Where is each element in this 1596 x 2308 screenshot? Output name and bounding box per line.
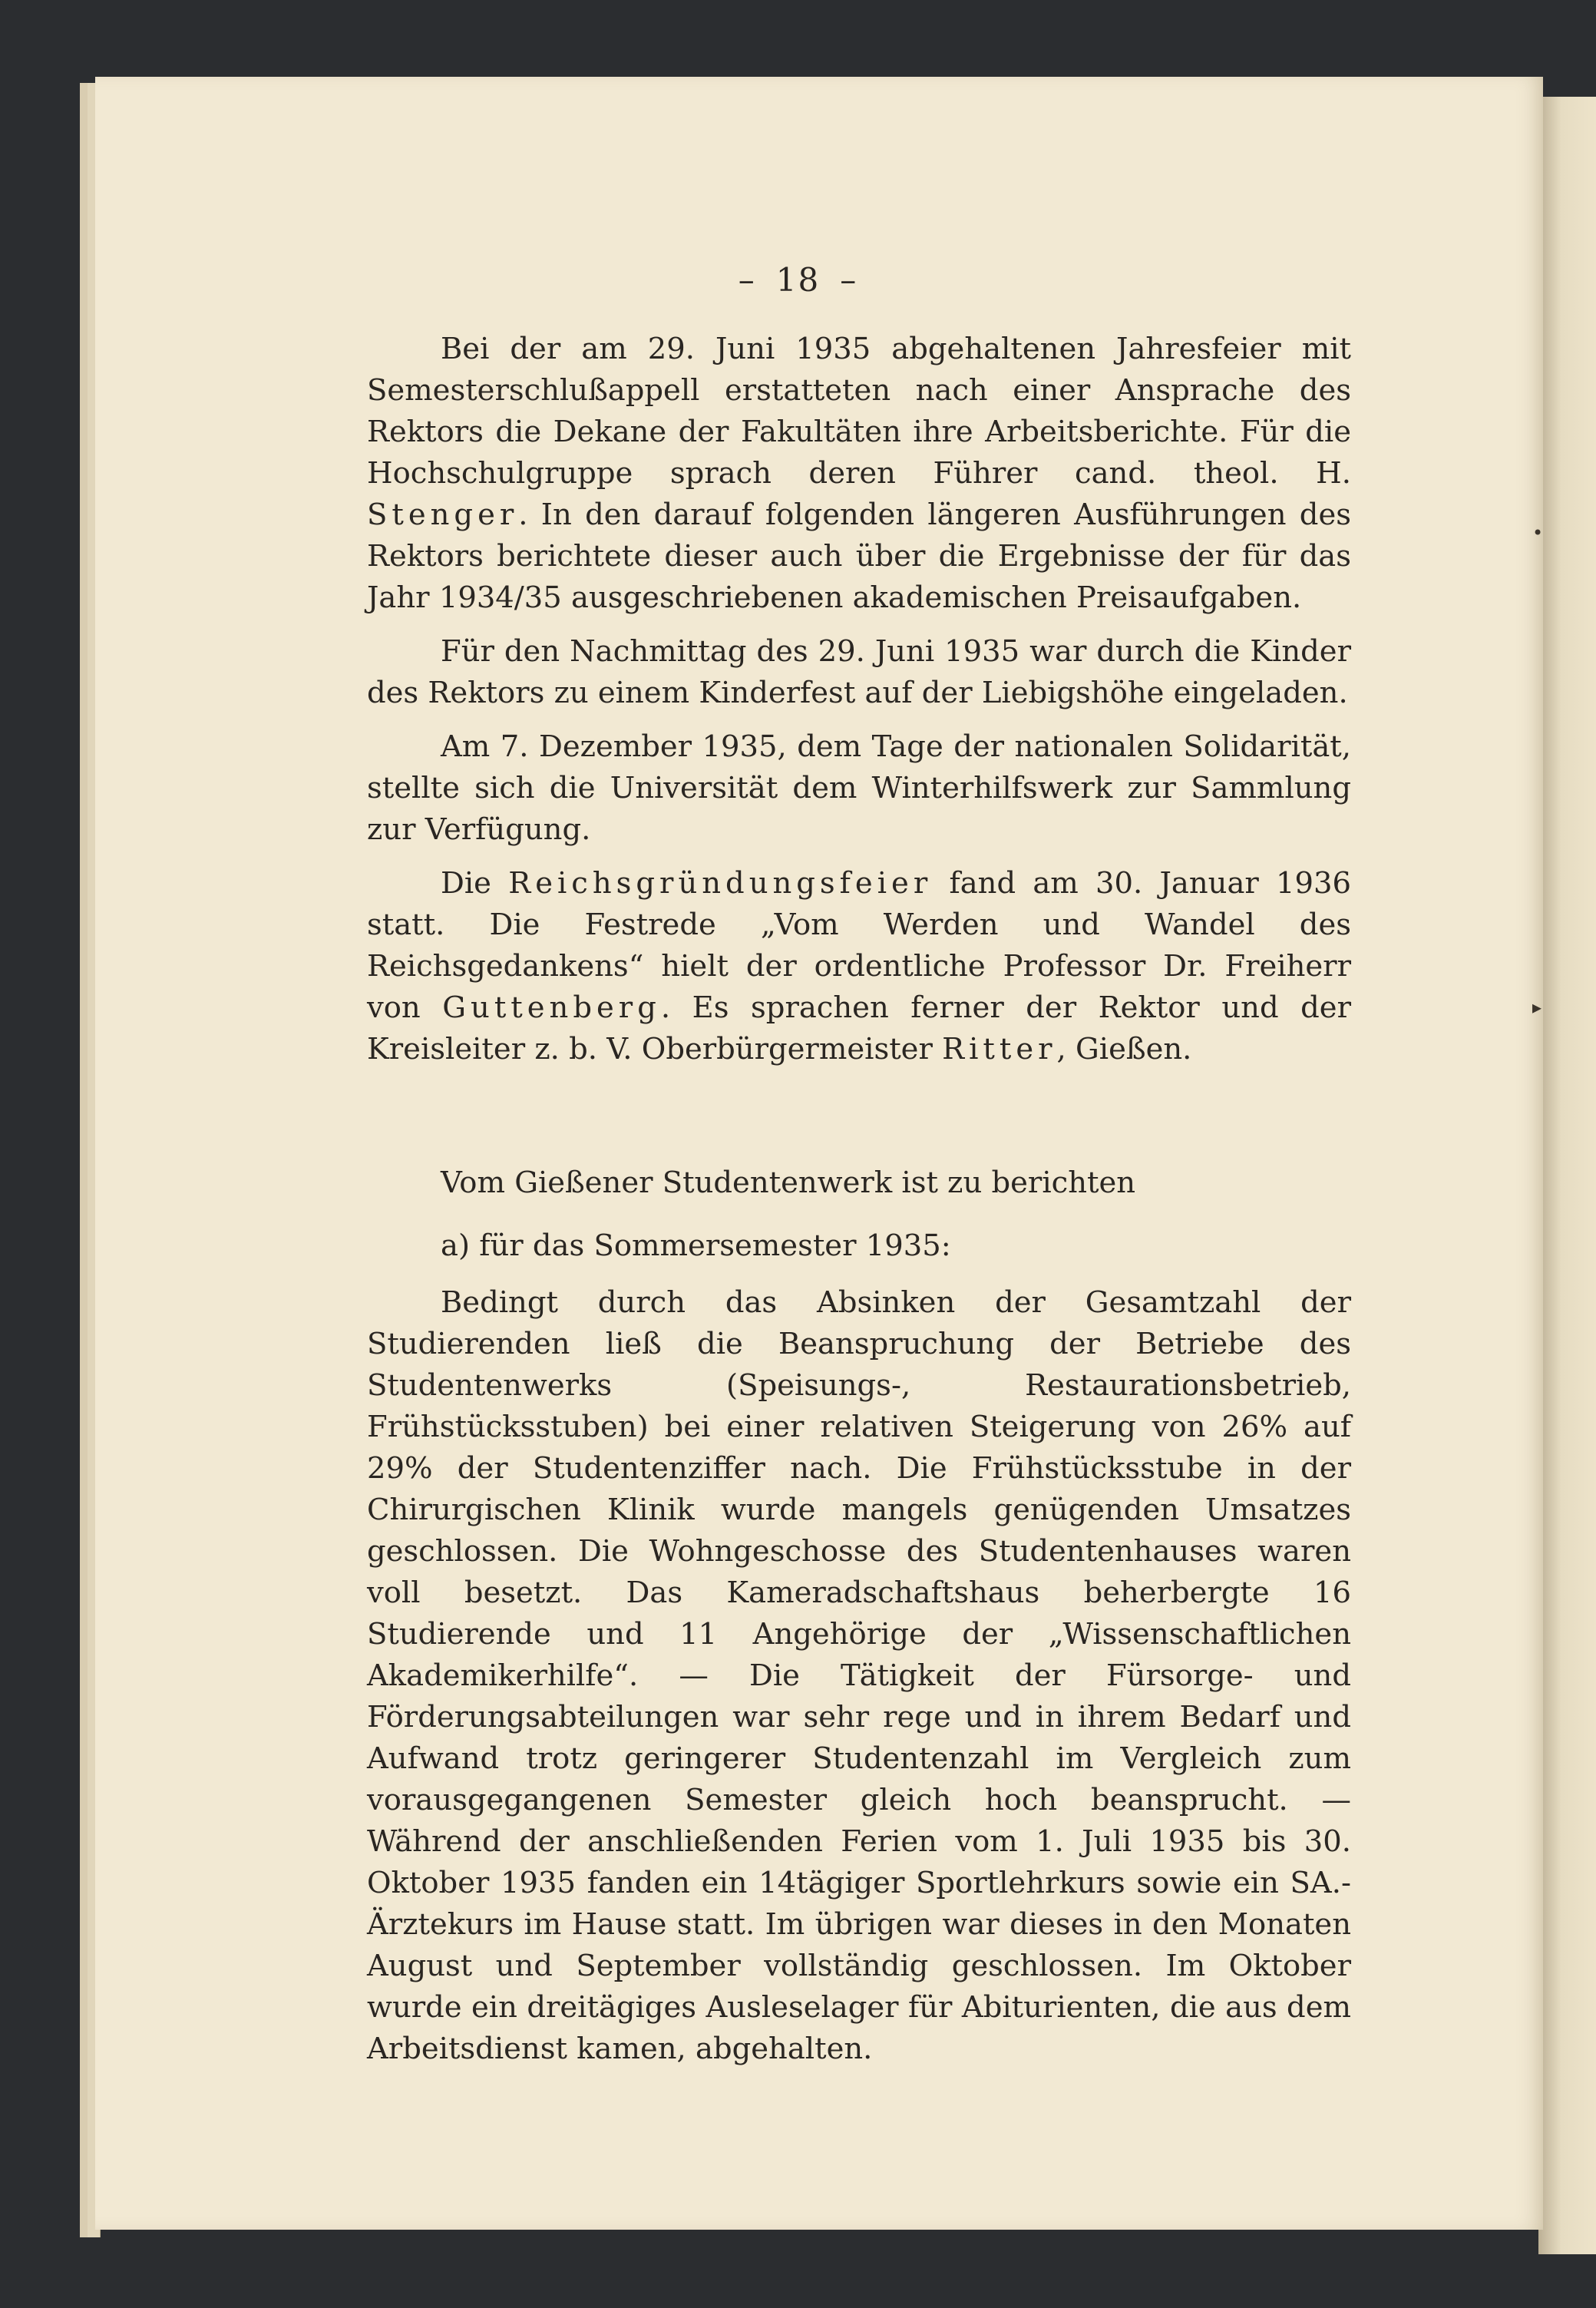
page-body	[367, 329, 1351, 2082]
text-run: a) für das Sommersemester 1935:	[441, 1228, 951, 1263]
paragraph-3	[367, 726, 1351, 851]
paragraph-4	[367, 863, 1351, 1070]
page-number	[0, 261, 1596, 299]
paragraph-1	[367, 329, 1351, 619]
dash-left: –	[738, 261, 756, 299]
paragraph-6	[367, 1225, 1351, 1267]
dash-right: –	[840, 261, 858, 299]
text-run: Die	[441, 866, 509, 901]
text-run: . In den darauf folgenden längeren Ausführungen des Rektors berichtete dieser auch über die Ergebnisse der für das Jahr 1934/35 ausgeschriebenen akademischen Preisaufgaben.	[367, 498, 1351, 615]
margin-speck: •	[1532, 522, 1544, 544]
text-run: Bedingt durch das Absinken der Gesamtzahl der Studierenden ließ die Beanspruchung der Betriebe des Studentenwerks (Speisungs-, Restaurationsbetrieb, Frühstücksstuben) bei einer relativen Steigerung von 26% auf 29% der Studentenziffer nach. Die Frühstücksstube in der Chirurgischen Klinik wurde mangels genügenden Umsatzes geschlossen. Die Wohngeschosse des Studentenhauses waren voll besetzt. Das Kameradschaftshaus beherbergte 16 Studierende und 11 Angehörige der „Wissenschaftlichen Akademikerhilfe“. — Die Tätigkeit der Fürsorge- und Förderungsabteilungen war sehr rege und in ihrem Bedarf und Aufwand trotz geringerer Studentenzahl im Vergleich zum vorausgegangenen Semester gleich hoch beansprucht. — Während der anschließenden Ferien vom 1. Juli 1935 bis 30. Oktober 1935 fanden ein 14tägiger Sportlehrkurs sowie ein SA.-Ärztekurs im Hause statt. Im übrigen war dieses in den Monaten August und September vollständig geschlossen. Im Oktober wurde ein dreitägiges Ausleselager für Abiturienten, die aus dem Arbeitsdienst kamen, abgehalten.	[367, 1285, 1351, 2066]
text-run: . Es sprachen ferner der Rektor und der Kreisleiter z. b. V. Oberbürgermeister	[367, 990, 1351, 1066]
spaced-name: Reichsgründungsfeier	[508, 866, 933, 901]
spaced-name: Ritter	[942, 1032, 1057, 1066]
margin-speck: ▸	[1532, 997, 1542, 1018]
paragraph-5	[367, 1162, 1351, 1204]
text-run: Für den Nachmittag des 29. Juni 1935 war durch die Kinder des Rektors zu einem Kinderfest auf der Liebigshöhe eingeladen.	[367, 634, 1351, 710]
paragraph-7	[367, 1282, 1351, 2070]
text-run: Bei der am 29. Juni 1935 abgehaltenen Jahresfeier mit Semesterschlußappell erstatteten nach einer Ansprache des Rektors die Dekane der Fakultäten ihre Arbeitsberichte. Für die Hochschulgruppe sprach deren Führer cand. theol. H.	[367, 332, 1351, 491]
spaced-name: Stenger	[367, 498, 519, 532]
text-run: Vom Gießener Studentenwerk ist zu berichten	[441, 1166, 1136, 1200]
text-run: , Gießen.	[1056, 1032, 1192, 1066]
paragraph-2	[367, 631, 1351, 714]
text-run: fand am 30. Januar 1936 statt. Die Festrede „Vom Werden und Wandel des Reichsgedankens“ hielt der ordentliche Professor Dr. Freiherr von	[367, 866, 1352, 1025]
text-run: Am 7. Dezember 1935, dem Tage der nationalen Solidarität, stellte sich die Universität dem Winterhilfswerk zur Sammlung zur Verfügung.	[367, 729, 1351, 847]
page-number-value: 18	[775, 261, 821, 299]
spaced-name: Guttenberg	[442, 990, 661, 1025]
facing-page-edge	[1538, 97, 1596, 2254]
